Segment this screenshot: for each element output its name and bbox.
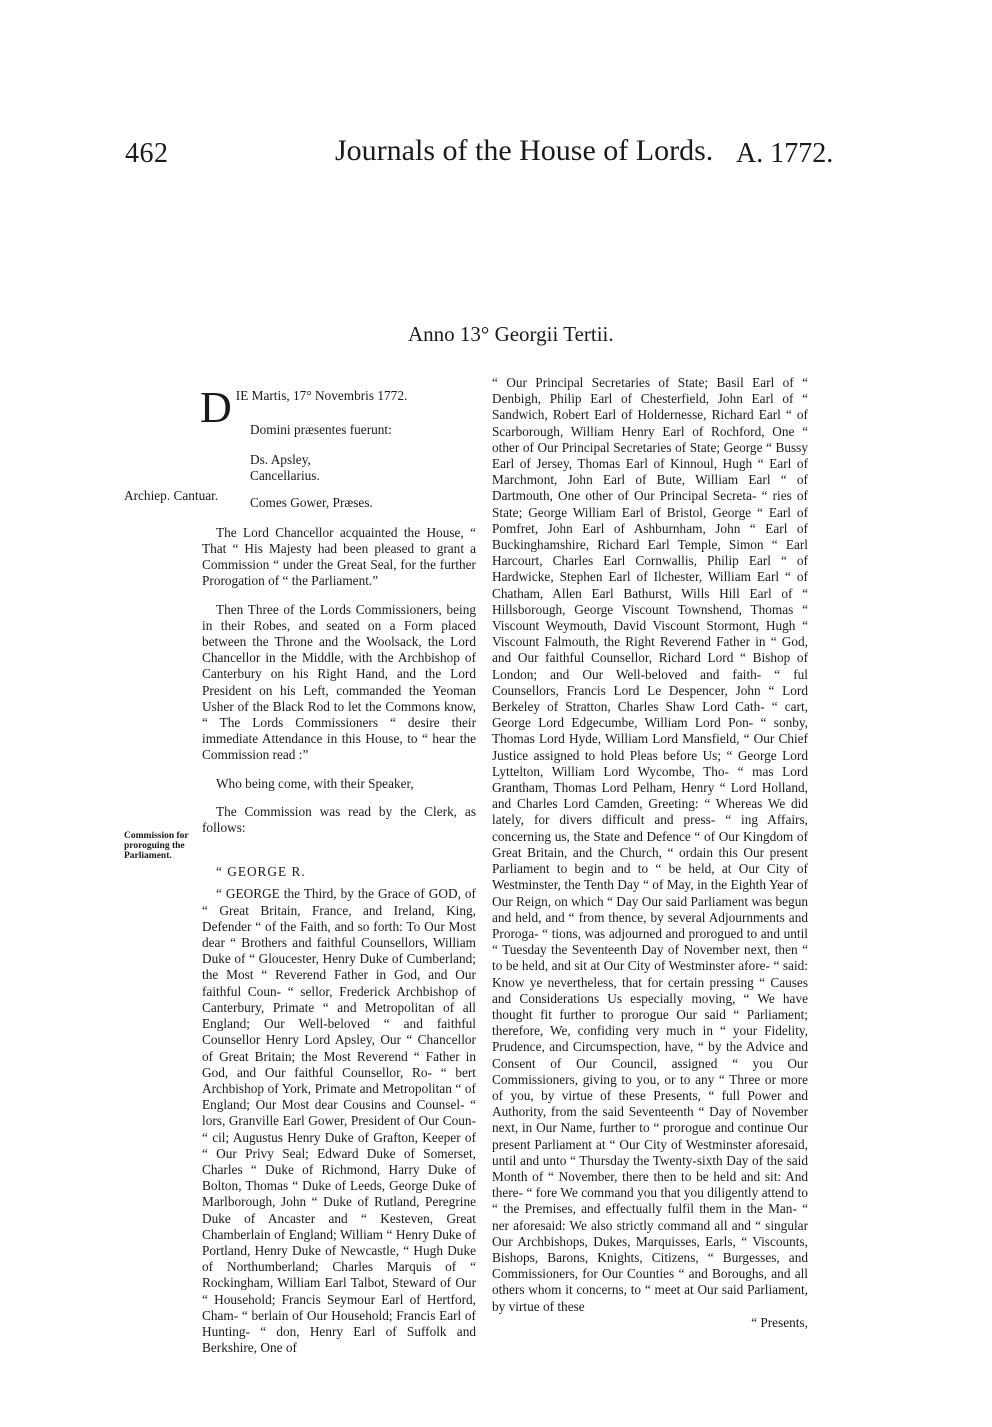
page-title: Journals of the House of Lords. [335, 134, 714, 167]
year-heading: A. 1772. [736, 138, 834, 169]
domini-line: Domini præsentes fuerunt: [250, 422, 392, 437]
commission-text-right: “ Our Principal Secretaries of State; Basil Earl of “ Denbigh, Philip Earl of Chesterfield, John Earl of “ Sandwich, Robert Earl of Holdernesse, Richard Earl “ of Scarborough, William Henry Earl of Rochford, One “ other of Our Principal Secretaries of State; George “ Bussy Earl of Jersey, Thomas Earl of Kinnoul, Hugh “ Earl of Marchmont, John Earl of Bute, William Earl “ of Dartmouth, One other of Our Principal Secreta- “ ries of State; George William Earl of Bristol, George “ Earl of Pomfret, John Earl of Ashburnham, John “ Earl of Buckinghamshire, Richard Earl Temple, Simon “ Earl Harcourt, Charles Earl Cornwallis, Philip Earl “ of Hardwicke, Stephen Earl of Ilchester, William Earl “ of Chatham, Allen Earl Bathurst, Wills Hill Earl of “ Hillsborough, George Viscount Townshend, Thomas “ Viscount Weymouth, David Viscount Stormont, Hugh “ Viscount Falmouth, the Right Reverend Father in “ God, and Our faithful Counsellor, Richard Lord “ Bishop of London; and Our Well-beloved and faith- “ ful Counsellors, Francis Lord Le Despencer, John “ Lord Berkeley of Stratton, Charles Shaw Lord Cath- “ cart, George Lord Edgecumbe, William Lord Pon- “ sonby, Thomas Lord Hyde, William Lord Mansfield, “ Our Chief Justice assigned to hold Pleas before Us; “ George Lord Lyttelton, William Lord Wycombe, Tho- “ mas Lord Grantham, Thomas Lord Pelham, Henry “ Lord Holland, and Charles Lord Camden, Greeting: “ Whereas We did lately, for divers difficult and press- “ ing Affairs, concerning us, the State and Defence “ of Our Kingdom of Great Britain, and the Church, “ ordain this Our present Parliament to begin and to “ be held, at Our City of Westminster, the Tenth Day “ of May, in the Eighth Year of Our Reign, on which “ Day Our said Parliament was begun and held, and “ from thence, by several Adjournments and Proroga- “ tions, was adjourned and prorogued to and until “ Tuesday the Seventeenth Day of November next, then “ to be held, and sit at Our City of Westminster afore- “ said: Know ye nevertheless, that for certain pressing “ Causes and Considerations Us especially moving, “ We have thought fit further to prorogue Our said “ Parliament; therefore, We, confiding very much in “ your Fidelity, Prudence, and Circumspection, have, “ by the Advice and Consent of Our Council, assigned “ you Our Commissioners, giving to you, or to any “ Three or more of you, by virtue of these Presents, “ full Power and Authority, from the said Seventeenth “ Day of November next, in Our Name, further to “ prorogue and continue Our present Parliament at “ Our City of Westminster aforesaid, until and unto “ Thursday the Twenty-sixth Day of the said Month of “ November, there then to be held and sit: And there- “ fore We command you that you diligently attend to “ the Premises, and effectually fulfil them in the Man- “ ner aforesaid: We also strictly command all and “ singular Our Archbishops, Dukes, Marquisses, Earls, “ Viscounts, Bishops, Barons, Knights, Citizens, “ Burgesses, and Commissioners, for Our Counties “ and Boroughs, and all others whom it concerns, to “ meet at Our said Parliament, by virtue of these [492, 375, 808, 1314]
george-r-heading: “ GEORGE R. [216, 864, 306, 880]
anno-heading: Anno 13° Georgii Tertii. [408, 322, 614, 346]
commission-text-left: “ GEORGE the Third, by the Grace of GOD, of “ Great Britain, France, and Ireland, King, Defender “ of the Faith, and so forth: To Our Most dear “ Brothers and faithful Counsellors, William Duke of “ Gloucester, Henry Duke of Cumberland; the Most “ Reverend Father in God, and Our faithful Coun- “ sellor, Frederick Archbishop of Canterbury, Primate “ and Metropolitan of all England; Our Well-beloved “ and faithful Counsellor Henry Lord Apsley, Our “ Chancellor of Great Britain; the Most Reverend “ Father in God, and Our faithful Counsellor, Ro- “ bert Archbishop of York, Primate and Metropolitan “ of England; Our Most dear Cousins and Counsel- “ lors, Granville Earl Gower, President of Our Coun- “ cil; Augustus Henry Duke of Grafton, Keeper of “ Our Privy Seal; Edward Duke of Somerset, Charles “ Duke of Richmond, Harry Duke of Bolton, Thomas “ Duke of Leeds, George Duke of Marlborough, John “ Duke of Rutland, Peregrine Duke of Ancaster and “ Kesteven, Great Chamberlain of England; William “ Henry Duke of Portland, Henry Duke of Newcastle, “ Hugh Duke of Northumberland; Charles Marquis of “ Rockingham, William Earl Talbot, Steward of Our “ Household; Francis Seymour Earl of Hertford, Cham- “ berlain of Our Household; Francis Earl of Hunting- “ don, Henry Earl of Suffolk and Berkshire, One of [202, 886, 476, 1356]
catchword: “ Presents, [751, 1314, 808, 1330]
date-line: IE Martis, 17° Novembris 1772. [235, 388, 408, 403]
archiep-label: Archiep. Cantuar. [124, 488, 219, 503]
paragraph-clerk: The Commission was read by the Clerk, as follows: [202, 803, 476, 836]
paragraph-speaker: Who being come, with their Speaker, [216, 775, 414, 791]
left-column [200, 383, 476, 1356]
apsley-line: Ds. Apsley, Cancellarius. [250, 452, 320, 484]
paragraph-commissioners: Then Three of the Lords Commissioners, being in their Robes, and seated on a Form placed between the Throne and the Woolsack, the Lord Chancellor in the Middle, with the Archbishop of Canterbury on his Right Hand, and the Lord President on his Left, commanded the Yeoman Usher of the Black Rod to let the Commons know, “ The Lords Commissioners “ desire their immediate Attendance in this House, to “ hear the Commission read :” [202, 601, 476, 763]
margin-note: Commission for proroguing the Parliament. [124, 831, 189, 861]
page-number: 462 [125, 138, 169, 169]
right-column [492, 375, 808, 1331]
drop-cap: D [200, 383, 232, 432]
paragraph-chancellor: The Lord Chancellor acquainted the House, “ That “ His Majesty had been pleased to grant a Commission “ under the Great Seal, for the further Prorogation of “ the Parliament.” [202, 524, 476, 589]
gower-line: Comes Gower, Præses. [250, 494, 373, 510]
